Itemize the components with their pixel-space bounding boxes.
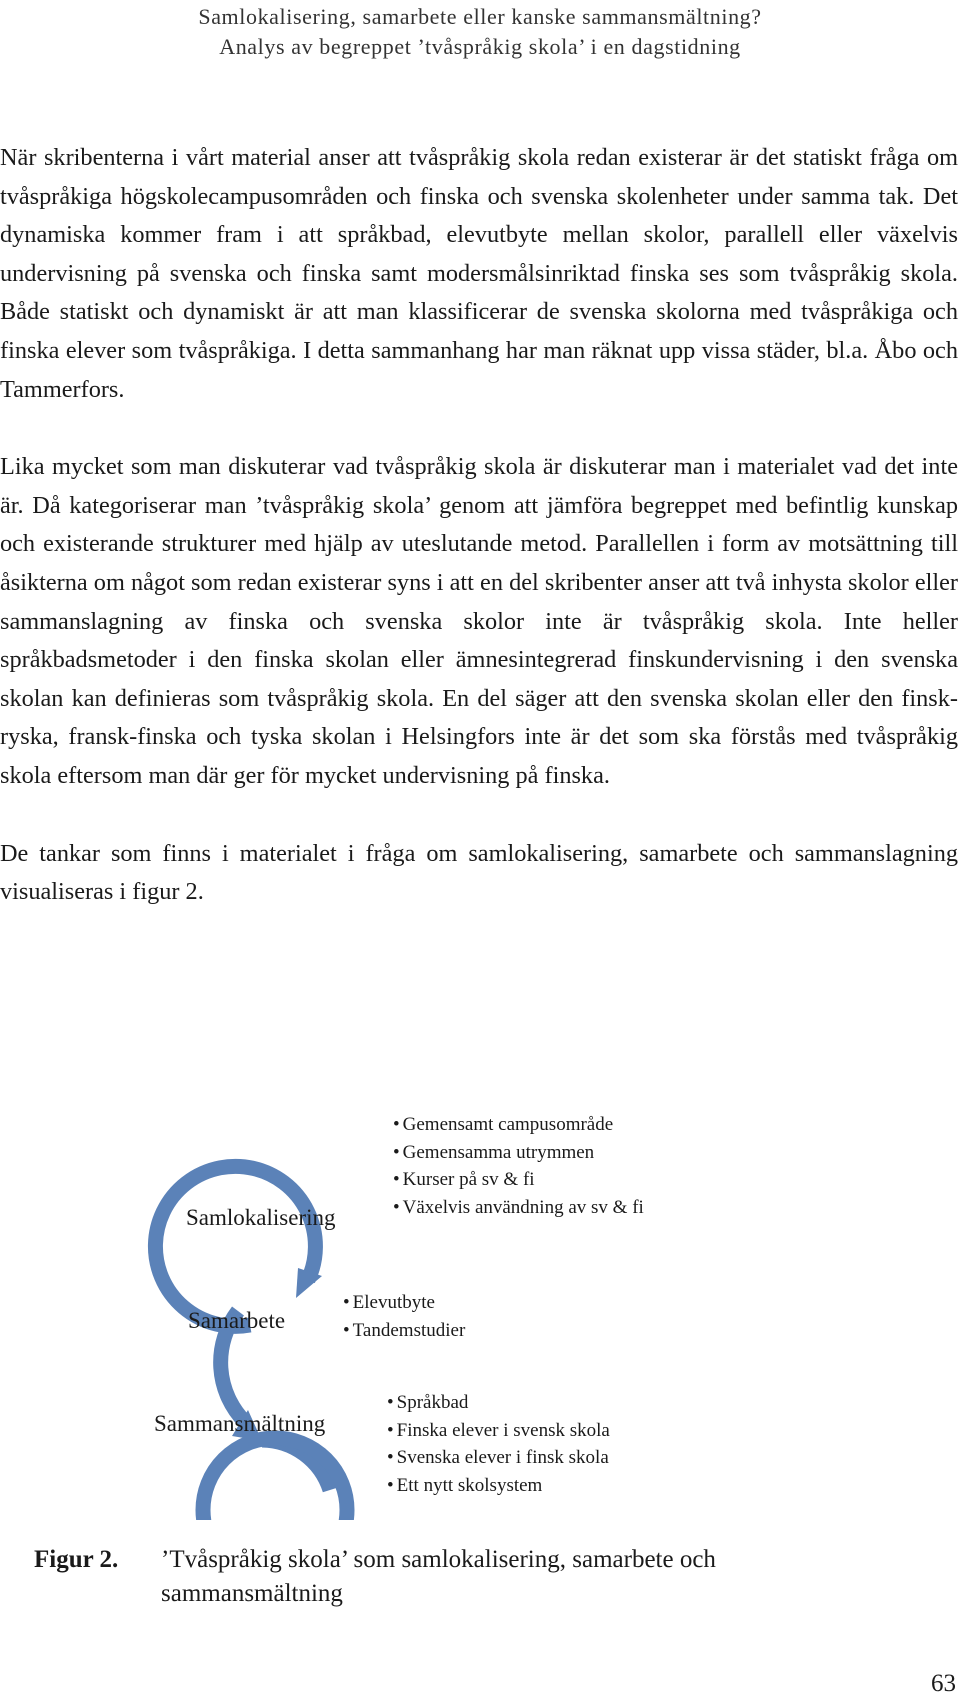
bullet-item: • Svenska elever i finsk skola [387,1444,610,1472]
bullet-list-samlokalisering [393,1111,644,1221]
bullet-item: • Finska elever i svensk skola [387,1417,610,1445]
bullet-item: • Växelvis användning av sv & fi [393,1194,644,1222]
arrow-1-arc [155,1166,315,1326]
page-number: 63 [931,1670,956,1697]
bullet-item: • Elevutbyte [343,1289,465,1317]
running-header-line2: Analys av begreppet ’tvåspråkig skola’ i en dagstidning [219,34,741,59]
figure-2-diagram [0,1100,960,1520]
paragraph-3: De tankar som finns i materialet i fråga om samlokalisering, samarbete och sammanslagning visualiseras i figur 2. [0,839,958,906]
stage-label-sammansmaltning: Sammansmältning [154,1411,326,1436]
bullet-item: • Kurser på sv & fi [393,1166,644,1194]
stage-label-samarbete: Samarbete [188,1308,286,1333]
paragraph-1: När skribenterna i vårt material anser att tvåspråkig skola redan existerar är det statiskt fråga om tvåspråkiga högskolecampusområden och finska och svenska skolenheter under samma tak. Det dynamiska kommer fram i att språkbad, elevutbyte mellan skolor, parallell eller växelvis undervisning på svenska och finska samt modersmålsinriktad finska ses som tvåspråkig skola. Både statiskt och dynamiskt är att man klassificerar de svenska skolorna med tvåspråkiga och finska elever som tvåspråkiga. I detta sammanhang har man räknat upp vissa städer, bl.a. Åbo och Tammerfors. [0,144,958,403]
bullet-list-sammansmaltning [387,1389,610,1499]
bullet-item: • Tandemstudier [343,1317,465,1345]
figure-caption-text: ’Tvåspråkig skola’ som samlokalisering, samarbete och sammansmältning [161,1546,716,1607]
paragraph-2: Lika mycket som man diskuterar vad tvåspråkig skola är diskuterar man i materialet vad det inte är. Då kategoriserar man ’tvåspråkig skola’ genom att jämföra begreppet med befintlig kunskap och existerande strukturer med hjälp av uteslutande metod. Parallellen i form av motsättning till åsikterna om något som redan existerar syns i att en del skribenter anser att två inhysta skolor eller sammanslagning av finska och svenska skolor inte är tvåspråkig skola. Inte heller språkbadsmetoder i den finska skolan eller ämnesintegrerad finskundervisning i den svenska skolan kan definieras som tvåspråkig skola. En del säger att den svenska skolan eller den finsk-ryska, fransk-finska och tyska skolan i Helsingfors inte är det som ska förstås med tvåspråkig skola eftersom man där ger för mycket undervisning på finska. [0,453,958,789]
running-header [0,2,960,62]
bullet-item: • Ett nytt skolsystem [387,1472,610,1500]
bullet-item: • Språkbad [387,1389,610,1417]
stage-label-samlokalisering: Samlokalisering [186,1205,336,1230]
bullet-item: • Gemensamt campusområde [393,1111,644,1139]
body-text [0,139,958,951]
running-header-line1: Samlokalisering, samarbete eller kanske sammansmältning? [198,4,762,29]
bullet-list-samarbete [343,1289,465,1344]
bullet-item: • Gemensamma utrymmen [393,1139,644,1167]
figure-caption-label: Figur 2. [34,1546,119,1573]
